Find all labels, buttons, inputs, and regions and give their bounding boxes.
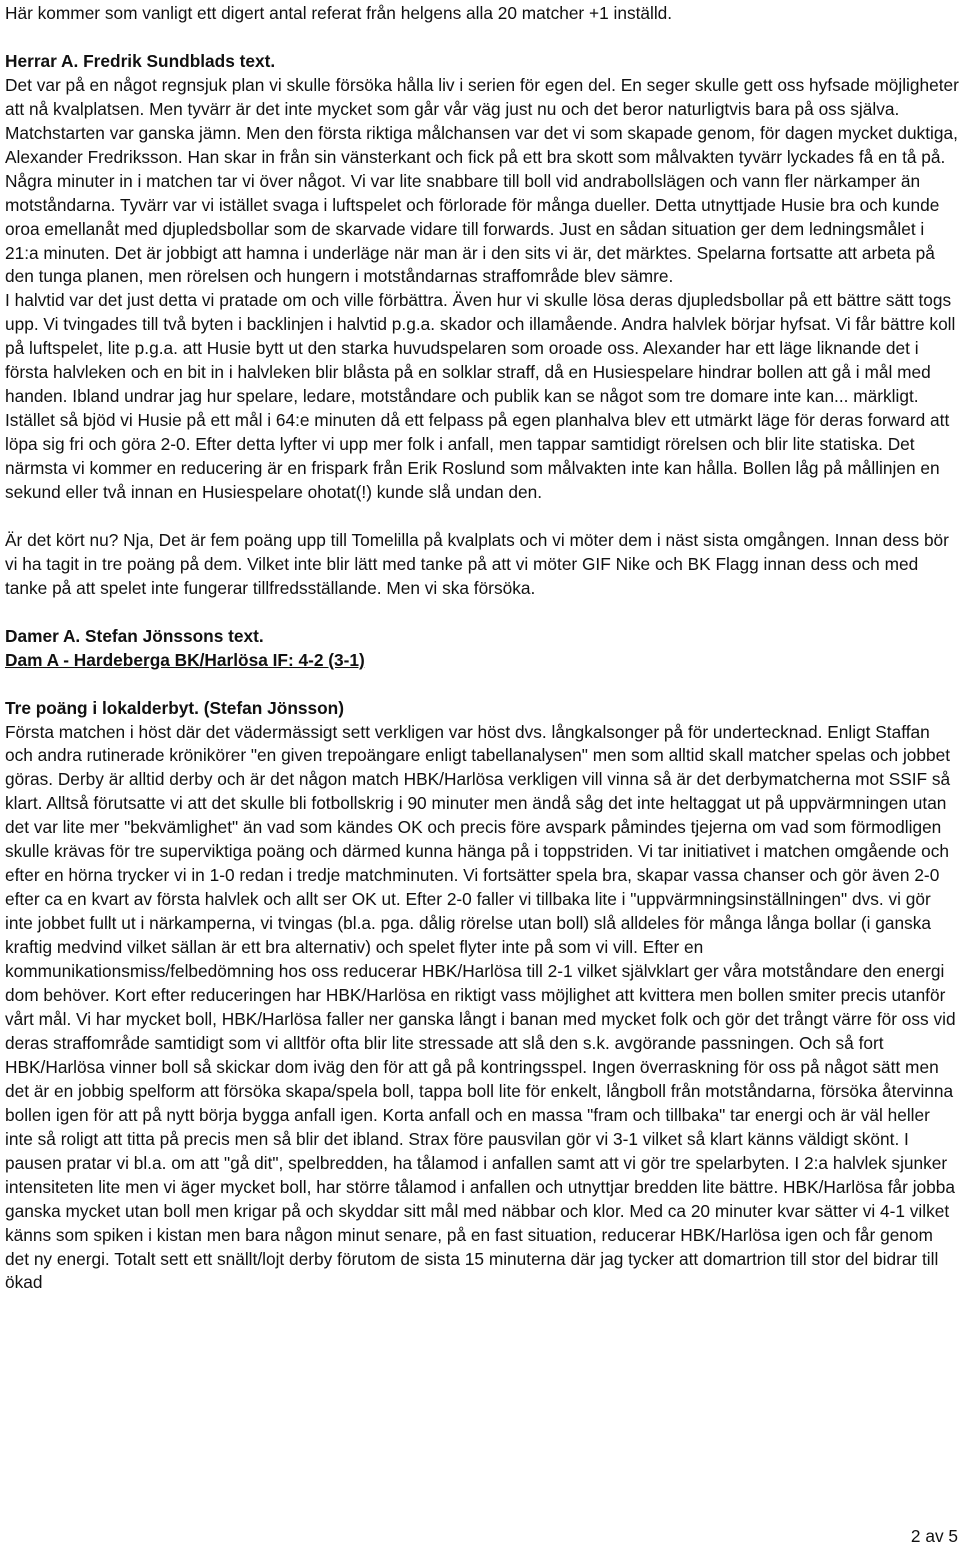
herrar-paragraph-3: I halvtid var det just detta vi pratade om och ville förbättra. Även hur vi skulle lösa deras djupledsbollar på ett bättre sätt togs upp. Vi tvingades till två byten i backlinjen i halvtid p.g.a. skador och illamående. Andra halvlek börjar hyfsat. Vi får bättre koll på luftspelet, lite p.g.a. att Husie bytt ut den starka huvudspelaren som oroade oss. Alexander har ett läge liknande det i första halvleken och en bit in i halvleken blir blåsta på en solklar straff, då en Husiespelare hindrar bollen att gå i mål med handen. Ibland undrar jag hur spelare, ledare, motståndare och publik kan se något som tre domare inte kan... märkligt. Istället så bjöd vi Husie på ett mål i 64:e minuten då ett felpass på egen planhalva blev ett utmärkt läge för deras forward att löpa sig fri och göra 2-0. Efter detta lyfter vi upp mer folk i anfall, men tappar samtidigt rörelsen och blir lite statiska. Det närmsta vi kommer en reducering är en frispark från Erik Roslund som målvakten inte kan hålla. Bollen låg på mållinjen en sekund eller två innan en Husiespelare ohotat(!) kunde slå undan den.	[5, 290, 956, 503]
spacer	[5, 673, 959, 697]
damer-heading: Damer A. Stefan Jönssons text.	[5, 625, 264, 646]
herrar-paragraph-2: Matchstarten var ganska jämn. Men den första riktiga målchansen var det vi som skapade genom, för dagen mycket duktiga, Alexander Fredriksson. Han skar in från sin vänsterkant och fick på ett bra skott som målvakten tyvärr lyckades få en tå på. Några minuter in i matchen tar vi över något. Vi var lite snabbare till boll vid andrabollslägen och vann fler närkamper än motståndarna. Tyvärr var vi istället svaga i luftspelet och förlorade för många dueller. Detta utnyttjade Husie bra och kunde oroa emellanåt med djupledsbollar som de skarvade vidare till forwards. Just en sådan situation ger dem ledningsmålet i 21:a minuten. Det är jobbigt att hamna i underläge när man är i den sits vi är, det märktes. Spelarna fortsatte att arbeta på den tunga planen, men rörelsen och hungern i motståndarnas straffområde blev sämre.	[5, 122, 958, 287]
spacer	[5, 601, 959, 625]
spacer	[5, 505, 959, 529]
herrar-paragraph-4: Är det kört nu? Nja, Det är fem poäng upp till Tomelilla på kvalplats och vi möter dem i näst sista omgången. Innan dess bör vi ha tagit in tre poäng på dem. Vilket inte blir lätt med tanke på att vi möter GIF Nike och BK Flagg innan dess och med tanke på att spelet inte fungerar tillfredsställande. Men vi ska försöka.	[5, 529, 949, 598]
document-content	[5, 2, 959, 1295]
damer-match-result: Dam A - Hardeberga BK/Harlösa IF: 4-2 (3-1)	[5, 649, 365, 670]
damer-paragraph-1: Första matchen i höst där det vädermässigt sett verkligen var höst dvs. långkalsonger på för undertecknad. Enligt Staffan och andra rutinerade krönikörer "en given trepoängare enligt tabellanalysen" men som alltid skall matcher spelas och jobbet göras. Derby är alltid derby och är det någon match HBK/Harlösa verkligen vill vinna så är det derbymatcherna mot SSIF så klart. Alltså förutsatte vi att det skulle bli fotbollskrig i 90 minuter men ändå såg det inte heltaggat ut på uppvärmningen utan det var lite mer "bekvämlighet" än vad som kändes OK och precis före avspark påmindes tjejerna om vad som förmodligen skulle krävas för tre superviktiga poäng och därmed kunna hänga på i toppstriden. Vi tar initiativet i matchen omgående och efter en hörna trycker vi in 1-0 redan i tredje matchminuten. Vi fortsätter spela bra, skapar vassa chanser och gör även 2-0 efter ca en kvart av första halvlek och allt ser OK ut. Efter 2-0 faller vi tillbaka lite i "uppvärmningsinställningen" dvs. vi gör inte jobbet fullt ut i närkamperna, vi tvingas (bl.a. pga. dålig rörelse utan boll) slå alldeles för många långa bollar (i ganska kraftig medvind vilket sällan är ett bra alternativ) och spelet flyter inte på som vi vill. Efter en kommunikationsmiss/felbedömning hos oss reducerar HBK/Harlösa till 2-1 vilket självklart ger våra motståndare den energi dom behöver. Kort efter reduceringen har HBK/Harlösa en riktigt vass möjlighet att kvittera men bollen smiter precis utanför vårt mål. Vi har mycket boll, HBK/Harlösa faller ner ganska långt i banan med mycket folk och gör det trångt värre för oss vid deras straffområde samtidigt som vi alltför ofta blir lite stressade att slå den s.k. avgörande passningen. Och så fort HBK/Harlösa vinner boll så skickar dom iväg den för att gå på kontringsspel. Ingen överraskning för oss på något sätt men det är en jobbig spelform att försöka skapa/spela boll, tappa boll lite för enkelt, långboll från motståndarna, försöka återvinna bollen igen för att på nytt börja bygga anfall igen. Korta anfall och en massa "fram och tillbaka" tar energi och är väl heller inte så roligt att titta på precis men så blir det ibland. Strax före pausvilan gör vi 3-1 vilket så klart känns väldigt skönt. I pausen pratar vi bl.a. om att "gå dit", spelbredden, ha tålamod i anfallen samt att vi gör tre spelarbyten. I 2:a halvlek sjunker intensiteten lite men vi äger mycket boll, har större tålamod i anfallen och utnyttjar bredden lite bättre. HBK/Harlösa får jobba ganska mycket utan boll men krigar på och skyddar sitt mål med näbbar och klor. Med ca 20 minuter kvar sätter vi 4-1 vilket känns som spiken i kistan men bara någon minut senare, på en fast situation, reducerar HBK/Harlösa igen och får genom det ny energi. Totalt sett ett snällt/lojt derby förutom de sista 15 minuterna där jag tycker att domartrion till stor del bidrar till ökad	[5, 721, 956, 1293]
herrar-heading: Herrar A. Fredrik Sundblads text.	[5, 50, 276, 71]
page-number: 2 av 5	[910, 1526, 958, 1546]
intro-paragraph: Här kommer som vanligt ett digert antal referat från helgens alla 20 matcher +1 inställd.	[5, 3, 673, 23]
herrar-paragraph-1: Det var på en något regnsjuk plan vi skulle försöka hålla liv i serien för egen del. En seger skulle gett oss hyfsade möjligheter att nå kvalplatsen. Men tyvärr är det inte mycket som går vår väg just nu och det beror naturligtvis bara på oss själva.	[5, 74, 959, 119]
damer-subheading: Tre poäng i lokalderbyt. (Stefan Jönsson)	[5, 697, 344, 718]
spacer	[5, 26, 959, 50]
